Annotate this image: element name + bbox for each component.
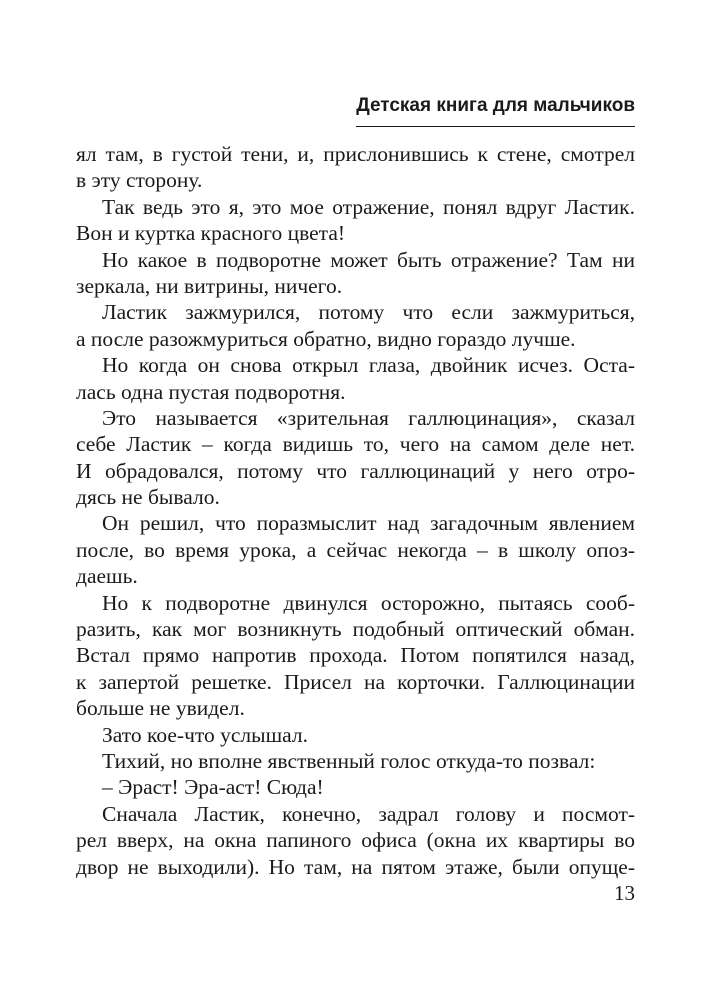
text-line: в эту сторону. — [76, 168, 203, 193]
text-line: Но к подворотне двинулся осторожно, пытаясь сооб- — [102, 590, 635, 615]
body-text — [76, 141, 635, 880]
text-line: к запертой решетке. Присел на корточки. Галлюцинации — [76, 669, 635, 694]
text-line: ял там, в густой тени, и, прислонившись к стене, смотрел — [76, 142, 635, 166]
text-line: а после разожмуриться обратно, видно гораздо лучше. — [76, 326, 576, 351]
running-header: Детская книга для мальчиков — [356, 91, 635, 127]
text-line: разить, как мог возникнуть подобный оптический обман. — [76, 617, 635, 642]
text-line: лась одна пустая подворотня. — [76, 379, 346, 404]
text-line: Но когда он снова открыл глаза, двойник исчез. Оста- — [102, 353, 635, 378]
text-line: зеркала, ни витрины, ничего. — [76, 273, 343, 298]
text-line: Но какое в подворотне может быть отражение? Там ни — [102, 247, 635, 272]
text-line: И обрадовался, потому что галлюцинаций у него отро- — [76, 458, 635, 483]
text-line: двор не выходили). Но там, на пятом этаже, были опуще- — [76, 854, 635, 879]
text-line: Это называется «зрительная галлюцинация», сказал — [102, 405, 635, 430]
text-line: Сначала Ластик, конечно, задрал голову и посмот- — [102, 801, 635, 826]
text-line: Вон и куртка красного цвета! — [76, 221, 346, 246]
text-line: – Эраст! Эра-аст! Сюда! — [102, 775, 324, 800]
text-line: после, во время урока, а сейчас некогда – в школу опоз- — [76, 537, 635, 562]
text-line: даешь. — [76, 564, 138, 589]
text-line: рел вверх, на окна папиного офиса (окна их квартиры во — [76, 828, 635, 853]
text-line: больше не увидел. — [76, 696, 245, 721]
text-line: Ластик зажмурился, потому что если зажмуриться, — [102, 300, 635, 325]
text-line: себе Ластик – когда видишь то, чего на самом деле нет. — [76, 432, 635, 457]
text-line: Встал прямо напротив прохода. Потом попятился назад, — [76, 643, 635, 668]
text-line: Зато кое-что услышал. — [102, 722, 308, 747]
text-line: дясь не бывало. — [76, 485, 220, 510]
text-line: Он решил, что поразмыслит над загадочным явлением — [102, 511, 635, 536]
page-number: 13 — [614, 881, 635, 905]
text-line: Тихий, но вполне явственный голос откуда-то позвал: — [102, 748, 596, 773]
text-line: Так ведь это я, это мое отражение, понял вдруг Ластик. — [102, 194, 635, 219]
